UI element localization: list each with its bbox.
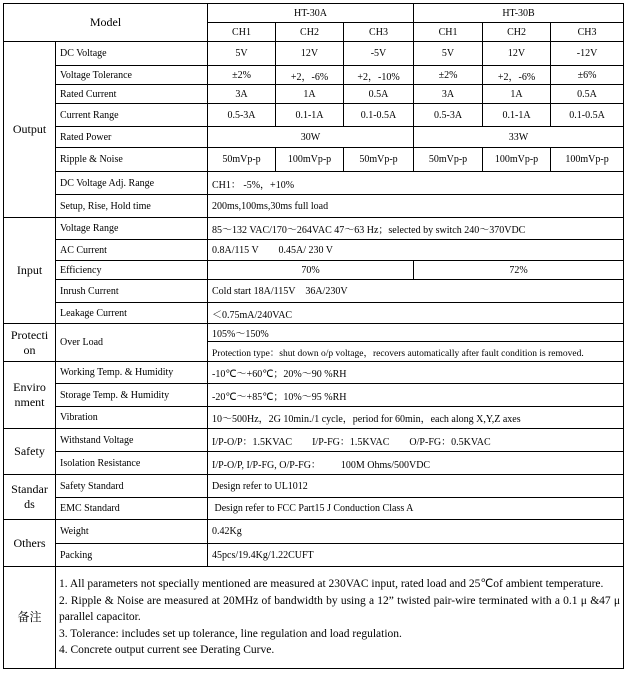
value-cell: +2，-6% xyxy=(276,66,344,85)
param-label: Isolation Resistance xyxy=(56,452,208,475)
value-cell: 200ms,100ms,30ms full load xyxy=(208,195,624,218)
value-cell: 0.1-0.5A xyxy=(551,104,624,127)
section-protection: Protecti on xyxy=(4,324,56,362)
param-label: DC Voltage xyxy=(56,42,208,66)
param-label: Vibration xyxy=(56,407,208,429)
value-cell: -10℃～+60℃；20%～90 %RH xyxy=(208,362,624,384)
value-cell: I/P-O/P：1.5KVAC I/P-FG：1.5KVAC O/P-FG：0.5KVAC xyxy=(208,429,624,452)
notes-cell xyxy=(56,567,624,669)
value-cell: 1A xyxy=(276,85,344,104)
param-label: Rated Current xyxy=(56,85,208,104)
value-cell: ±6% xyxy=(551,66,624,85)
value-cell: -20℃～+85℃；10%～95 %RH xyxy=(208,384,624,407)
section-environment: Enviro nment xyxy=(4,362,56,429)
row-withstand-voltage xyxy=(4,429,624,452)
row-inrush-current xyxy=(4,280,624,303)
value-cell: Cold start 18A/115V 36A/230V xyxy=(208,280,624,303)
value-cell: -5V xyxy=(344,42,414,66)
section-others: Others xyxy=(4,520,56,567)
value-cell: 1A xyxy=(483,85,551,104)
channel-header: CH1 xyxy=(208,23,276,42)
param-label: DC Voltage Adj. Range xyxy=(56,172,208,195)
value-cell: 50mVp-p xyxy=(344,148,414,172)
value-cell: 85～132 VAC/170～264VAC 47～63 Hz；selected by switch 240～370VDC xyxy=(208,218,624,240)
value-cell: 70% xyxy=(208,261,414,280)
row-leakage-current xyxy=(4,303,624,324)
value-cell: 0.8A/115 V 0.45A/ 230 V xyxy=(208,240,624,261)
param-label: Ripple & Noise xyxy=(56,148,208,172)
value-cell: 3A xyxy=(208,85,276,104)
param-label: Working Temp. & Humidity xyxy=(56,362,208,384)
model-a-header: HT-30A xyxy=(208,4,414,23)
channel-header: CH2 xyxy=(276,23,344,42)
row-emc-standard xyxy=(4,498,624,520)
value-cell: 12V xyxy=(483,42,551,66)
param-label: AC Current xyxy=(56,240,208,261)
value-cell: 72% xyxy=(414,261,624,280)
value-cell: 0.1-1A xyxy=(483,104,551,127)
row-setup-rise-hold xyxy=(4,195,624,218)
row-ripple-noise xyxy=(4,148,624,172)
value-cell: ±2% xyxy=(414,66,483,85)
param-label: EMC Standard xyxy=(56,498,208,520)
note-item: 3. Tolerance: includes set up tolerance, line regulation and load regulation. xyxy=(59,627,402,640)
row-efficiency xyxy=(4,261,624,280)
param-label: Efficiency xyxy=(56,261,208,280)
value-cell: 50mVp-p xyxy=(208,148,276,172)
row-vibration xyxy=(4,407,624,429)
channel-header: CH3 xyxy=(551,23,624,42)
row-rated-current xyxy=(4,85,624,104)
value-cell: 100mVp-p xyxy=(551,148,624,172)
row-ac-current xyxy=(4,240,624,261)
row-voltage-range xyxy=(4,218,624,240)
value-cell: CH1： -5%，+10% xyxy=(208,172,624,195)
row-working-temp xyxy=(4,362,624,384)
channel-header: CH2 xyxy=(483,23,551,42)
value-cell: 100mVp-p xyxy=(276,148,344,172)
note-item: 4. Concrete output current see Derating Curve. xyxy=(59,644,275,657)
note-item: 2. Ripple & Noise are measured at 20MHz of bandwidth by using a 12” twisted pair-wire terminated with a 0.1 μ &47 μ parallel capacitor. xyxy=(59,594,621,624)
param-label: Voltage Range xyxy=(56,218,208,240)
row-storage-temp xyxy=(4,384,624,407)
value-cell: Design refer to UL1012 xyxy=(208,475,624,498)
value-cell: Design refer to FCC Part15 J Conduction Class A xyxy=(208,498,624,520)
value-cell: +2，-6% xyxy=(483,66,551,85)
row-dc-adj-range xyxy=(4,172,624,195)
value-cell: 105%～150% xyxy=(208,324,624,342)
value-cell: 5V xyxy=(208,42,276,66)
section-input: Input xyxy=(4,218,56,324)
value-cell: 12V xyxy=(276,42,344,66)
value-cell: 30W xyxy=(208,127,414,148)
param-label: Leakage Current xyxy=(56,303,208,324)
value-cell: 0.5A xyxy=(551,85,624,104)
param-label: Over Load xyxy=(56,324,208,362)
value-cell: 45pcs/19.4Kg/1.22CUFT xyxy=(208,544,624,567)
channel-header: CH3 xyxy=(344,23,414,42)
value-cell: 0.42Kg xyxy=(208,520,624,544)
note-item: 1. All parameters not specially mentioned are measured at 230VAC input, rated load and 25℃of ambient temperature. xyxy=(59,578,604,591)
value-cell: ±2% xyxy=(208,66,276,85)
param-label: Current Range xyxy=(56,104,208,127)
row-safety-standard xyxy=(4,475,624,498)
row-rated-power xyxy=(4,127,624,148)
row-over-load-1 xyxy=(4,324,624,342)
row-packing xyxy=(4,544,624,567)
value-cell: 33W xyxy=(414,127,624,148)
value-cell: Protection type：shut down o/p voltage，recovers automatically after fault condition is removed. xyxy=(208,342,624,362)
value-cell: 50mVp-p xyxy=(414,148,483,172)
row-notes xyxy=(4,567,624,669)
channel-header: CH1 xyxy=(414,23,483,42)
value-cell: 5V xyxy=(414,42,483,66)
section-output: Output xyxy=(4,42,56,218)
param-label: Withstand Voltage xyxy=(56,429,208,452)
value-cell: ＜0.75mA/240VAC xyxy=(208,303,624,324)
param-label: Inrush Current xyxy=(56,280,208,303)
row-current-range xyxy=(4,104,624,127)
section-standards: Standar ds xyxy=(4,475,56,520)
param-label: Voltage Tolerance xyxy=(56,66,208,85)
param-label: Setup, Rise, Hold time xyxy=(56,195,208,218)
value-cell: 0.5A xyxy=(344,85,414,104)
value-cell: -12V xyxy=(551,42,624,66)
value-cell: 100mVp-p xyxy=(483,148,551,172)
value-cell: 3A xyxy=(414,85,483,104)
value-cell: 0.5-3A xyxy=(208,104,276,127)
value-cell: I/P-O/P, I/P-FG, O/P-FG： 100M Ohms/500VDC xyxy=(208,452,624,475)
param-label: Storage Temp. & Humidity xyxy=(56,384,208,407)
row-weight xyxy=(4,520,624,544)
param-label: Weight xyxy=(56,520,208,544)
value-cell: 0.1-0.5A xyxy=(344,104,414,127)
param-label: Safety Standard xyxy=(56,475,208,498)
header-row-models xyxy=(4,4,624,23)
section-safety: Safety xyxy=(4,429,56,475)
value-cell: 0.1-1A xyxy=(276,104,344,127)
spec-table xyxy=(3,3,624,669)
value-cell: 10～500Hz，2G 10min./1 cycle，period for 60min，each along X,Y,Z axes xyxy=(208,407,624,429)
value-cell: +2，-10% xyxy=(344,66,414,85)
row-dc-voltage xyxy=(4,42,624,66)
param-label: Rated Power xyxy=(56,127,208,148)
row-isolation-resistance xyxy=(4,452,624,475)
model-b-header: HT-30B xyxy=(414,4,624,23)
value-cell: 0.5-3A xyxy=(414,104,483,127)
section-notes: 备注 xyxy=(4,567,56,669)
model-label: Model xyxy=(4,4,208,42)
row-voltage-tolerance xyxy=(4,66,624,85)
param-label: Packing xyxy=(56,544,208,567)
